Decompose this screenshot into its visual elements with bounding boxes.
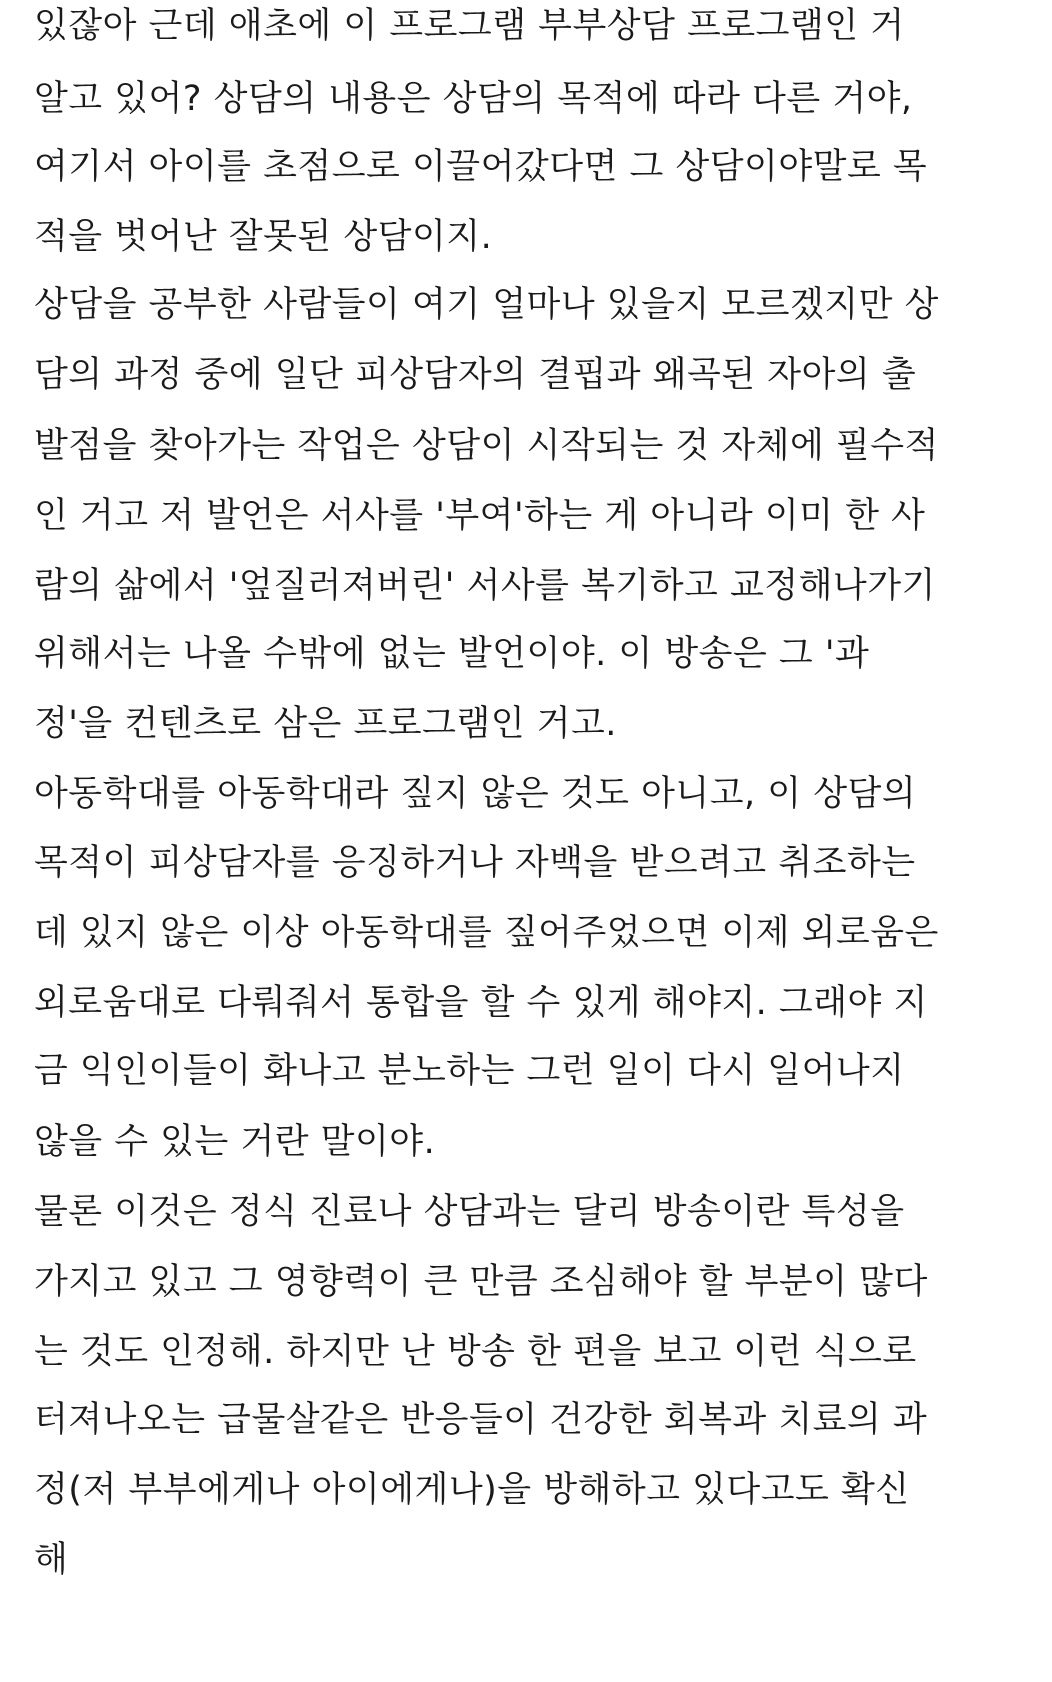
text-line: 해 bbox=[34, 1540, 69, 1580]
text-line: 발점을 찾아가는 작업은 상담이 시작되는 것 자체에 필수적 bbox=[34, 426, 939, 466]
text-line: 금 익인이들이 화나고 분노하는 그런 일이 다시 일어나지 bbox=[34, 1051, 905, 1091]
post-body bbox=[34, 0, 1034, 1682]
text-line: 터져나오는 급물살같은 반응들이 건강한 회복과 치료의 과 bbox=[34, 1400, 928, 1440]
text-line: 는 것도 인정해. 하지만 난 방송 한 편을 보고 이런 식으로 bbox=[34, 1332, 917, 1372]
text-line: 가지고 있고 그 영향력이 큰 만큼 조심해야 할 부분이 많다 bbox=[34, 1262, 928, 1302]
text-line: 적을 벗어난 잘못된 상담이지. bbox=[34, 217, 493, 257]
text-line: 여기서 아이를 초점으로 이끌어갔다면 그 상담이야말로 목 bbox=[34, 147, 928, 187]
text-line: 데 있지 않은 이상 아동학대를 짚어주었으면 이제 외로움은 bbox=[34, 913, 939, 953]
text-line: 있잖아 근데 애초에 이 프로그램 부부상담 프로그램인 거 bbox=[34, 6, 905, 46]
text-line: 정(저 부부에게나 아이에게나)을 방해하고 있다고도 확신 bbox=[34, 1470, 910, 1510]
text-line: 알고 있어? 상담의 내용은 상담의 목적에 따라 다른 거야, bbox=[34, 79, 913, 119]
text-line: 담의 과정 중에 일단 피상담자의 결핍과 왜곡된 자아의 출 bbox=[34, 355, 917, 395]
text-line: 위해서는 나올 수밖에 없는 발언이야. 이 방송은 그 '과 bbox=[34, 634, 870, 674]
text-line: 인 거고 저 발언은 서사를 '부여'하는 게 아니라 이미 한 사 bbox=[34, 496, 926, 536]
text-line: 외로움대로 다뤄줘서 통합을 할 수 있게 해야지. 그래야 지 bbox=[34, 983, 928, 1023]
text-line: 람의 삶에서 '엎질러져버린' 서사를 복기하고 교정해나가기 bbox=[34, 566, 936, 606]
text-line: 물론 이것은 정식 진료나 상담과는 달리 방송이란 특성을 bbox=[34, 1192, 905, 1232]
text-line: 않을 수 있는 거란 말이야. bbox=[34, 1122, 436, 1162]
text-line: 정'을 컨텐츠로 삼은 프로그램인 거고. bbox=[34, 704, 617, 744]
text-line: 상담을 공부한 사람들이 여기 얼마나 있을지 모르겠지만 상 bbox=[34, 285, 939, 325]
text-line: 목적이 피상담자를 응징하거나 자백을 받으려고 취조하는 bbox=[34, 843, 916, 883]
text-line: 아동학대를 아동학대라 짚지 않은 것도 아니고, 이 상담의 bbox=[34, 774, 917, 814]
